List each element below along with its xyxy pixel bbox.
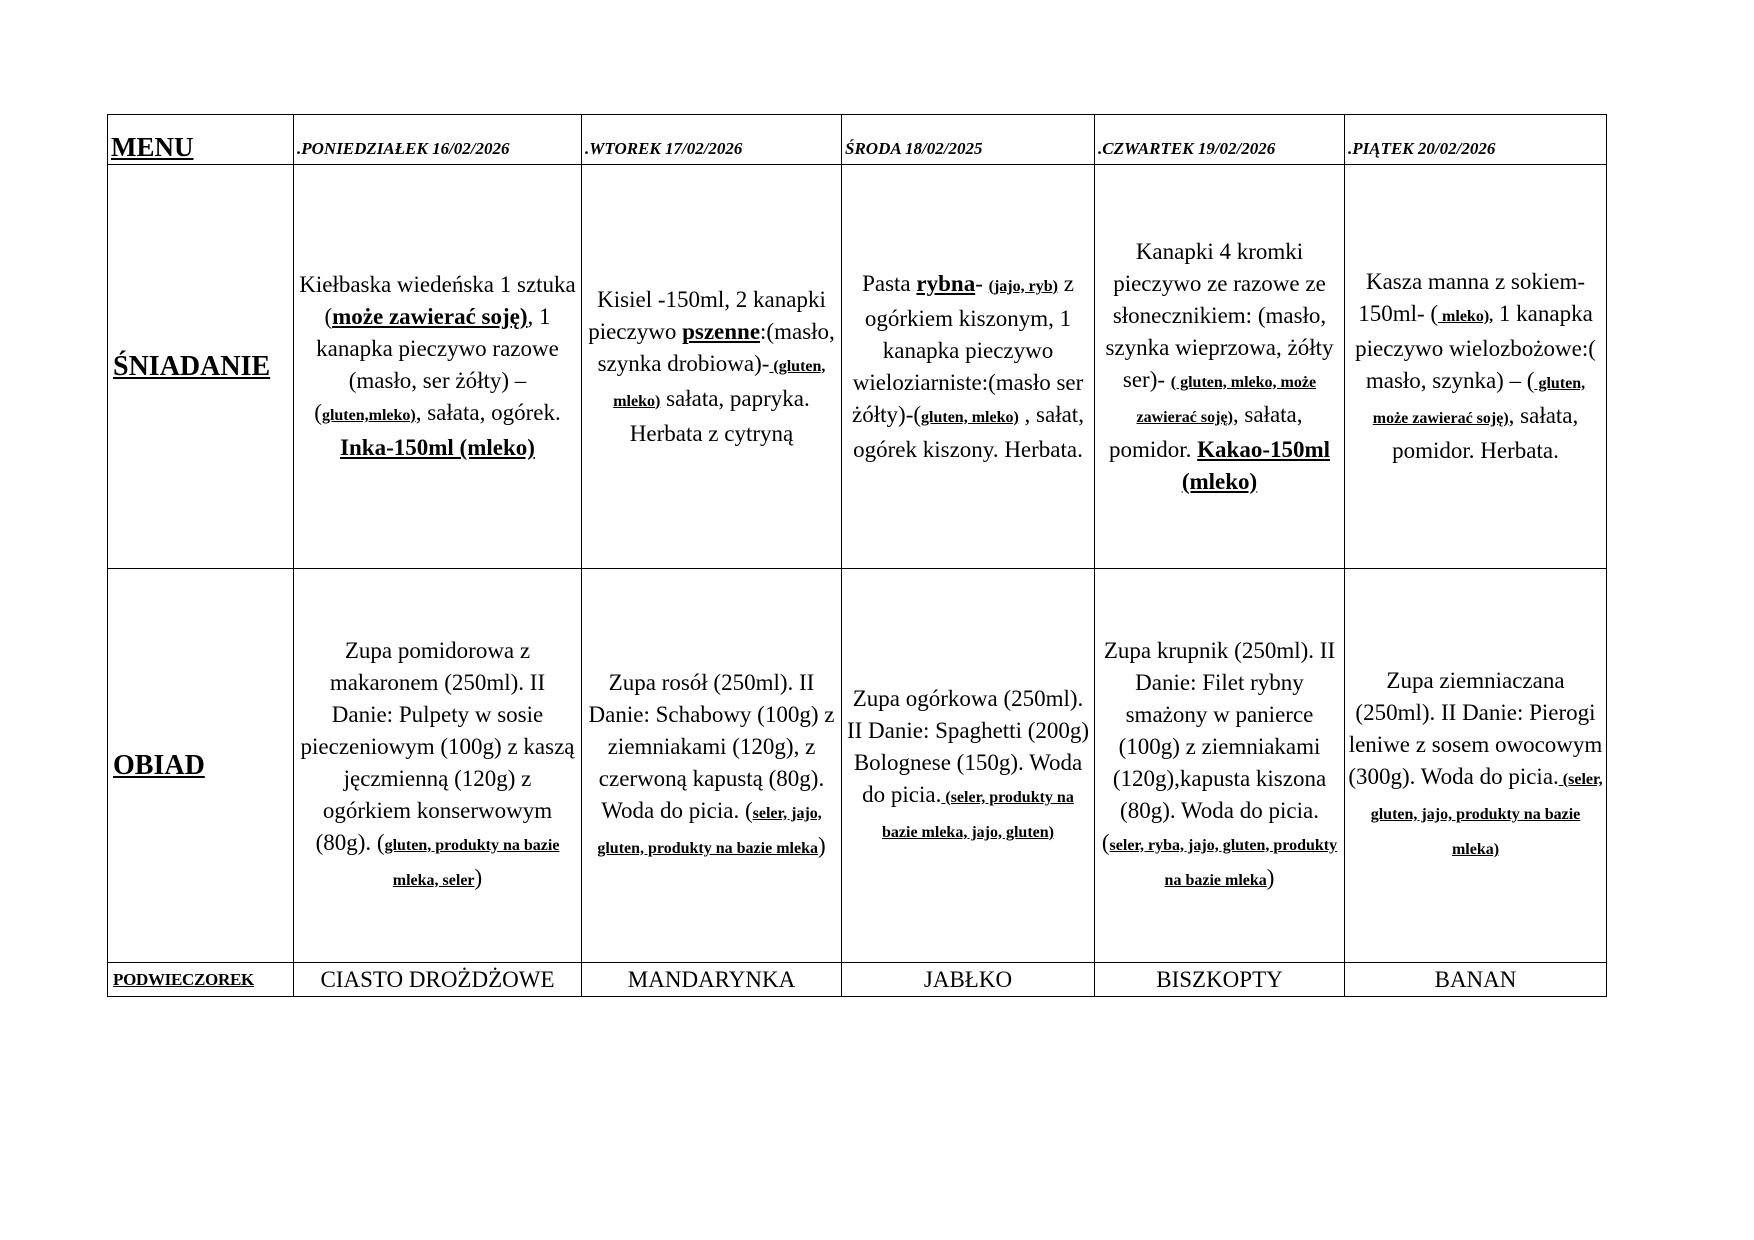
- cell-text: Kanapki 4 kromki pieczywo ze razowe ze słonecznikiem: (masło, szynka wieprzowa, żółty ser)-: [1105, 238, 1334, 392]
- cell-text: , sałata, pomidor.: [1108, 401, 1303, 462]
- lunch-cell-tuesday: [582, 569, 842, 963]
- cell-text: ): [1266, 864, 1275, 890]
- cell-text: , 1 kanapka pieczywo razowe (masło, ser żółty) – (: [314, 304, 559, 425]
- allergen-note: ( gluten, mleko, może zawierać soję): [1136, 373, 1317, 426]
- day-header-tuesday: .WTOREK 17/02/2026: [582, 115, 842, 165]
- lunch-cell-wednesday: [842, 569, 1095, 963]
- snack-cell-tuesday: MANDARYNKA: [582, 963, 842, 997]
- cell-text: Kasza manna z sokiem-150ml- (: [1358, 269, 1586, 326]
- breakfast-cell-wednesday: [842, 165, 1095, 569]
- allergen-note: (seler, gluten, jajo, produkty na bazie mleka): [1370, 771, 1603, 858]
- emphasized-text: może zawierać soję): [332, 304, 528, 329]
- cell-text: , sałata, pomidor. Herbata.: [1392, 403, 1579, 463]
- allergen-note: (jajo, ryb): [988, 277, 1058, 295]
- allergen-note: (gluten, mleko): [613, 357, 826, 410]
- allergen-note: gluten, produkty na bazie mleka, seler: [384, 836, 560, 889]
- emphasized-text: Kakao-150ml (mleko): [1181, 436, 1331, 494]
- row-label-lunch: OBIAD: [108, 569, 294, 963]
- allergen-note: seler, jajo, gluten, produkty na bazie mleka: [597, 804, 822, 857]
- day-header-thursday: .CZWARTEK 19/02/2026: [1095, 115, 1345, 165]
- allergen-note: gluten, może zawierać soję): [1372, 375, 1586, 427]
- menu-table: [107, 114, 1607, 997]
- snack-cell-wednesday: JABŁKO: [842, 963, 1095, 997]
- breakfast-row: [108, 165, 1607, 569]
- row-label-snack: PODWIECZOREK: [108, 963, 294, 997]
- row-label-breakfast: ŚNIADANIE: [108, 165, 294, 569]
- cell-text: -: [975, 270, 989, 296]
- cell-text: :(masło, szynka drobiowa)-: [597, 318, 835, 376]
- header-row: [108, 115, 1607, 165]
- cell-text: Kiełbaska wiedeńska 1 sztuka (: [299, 272, 576, 329]
- cell-text: Zupa rosół (250ml). II Danie: Schabowy (100g) z ziemniakami (120g), z czerwoną kapustą (80g). Woda do picia. (: [588, 669, 835, 823]
- allergen-note: gluten,mleko): [321, 407, 416, 424]
- snack-cell-monday: CIASTO DROŻDŻOWE: [294, 963, 582, 997]
- snack-cell-thursday: BISZKOPTY: [1095, 963, 1345, 997]
- emphasized-text: pszenne: [682, 318, 761, 344]
- allergen-note: gluten, mleko): [921, 408, 1019, 426]
- cell-text: Kisiel -150ml, 2 kanapki pieczywo: [588, 286, 826, 344]
- breakfast-cell-tuesday: [582, 165, 842, 569]
- lunch-row: [108, 569, 1607, 963]
- cell-text: , sałat, ogórek kiszony. Herbata.: [853, 401, 1084, 462]
- allergen-note: mleko),: [1438, 308, 1494, 325]
- allergen-note: (seler, produkty na bazie mleka, jajo, gluten): [882, 788, 1074, 841]
- snack-row: [108, 963, 1607, 997]
- cell-text: , sałata, ogórek.: [415, 400, 561, 425]
- cell-text: z ogórkiem kiszonym, 1 kanapka pieczywo wieloziarniste:(masło ser żółty)-(: [852, 270, 1084, 427]
- lunch-cell-monday: [294, 569, 582, 963]
- cell-text: sałata, papryka. Herbata z cytryną: [629, 385, 810, 446]
- cell-text: 1 kanapka pieczywo wielozbożowe:( masło, szynka) – (: [1355, 301, 1596, 393]
- snack-cell-friday: BANAN: [1345, 963, 1607, 997]
- emphasized-text: rybna: [916, 270, 976, 296]
- lunch-cell-friday: [1345, 569, 1607, 963]
- cell-text: Zupa ogórkowa (250ml). II Danie: Spaghetti (200g) Bolognese (150g). Woda do picia.: [846, 685, 1090, 807]
- breakfast-cell-monday: [294, 165, 582, 569]
- cell-text: ): [817, 832, 826, 858]
- day-header-wednesday: ŚRODA 18/02/2025: [842, 115, 1095, 165]
- allergen-note: seler, ryba, jajo, gluten, produkty na bazie mleka: [1109, 836, 1338, 889]
- menu-title: MENU: [108, 115, 294, 165]
- day-header-monday: .PONIEDZIAŁEK 16/02/2026: [294, 115, 582, 165]
- cell-text: Zupa pomidorowa z makaronem (250ml). II Danie: Pulpety w sosie pieczeniowym (100g) z kaszą jęczmienną (120g) z ogórkiem konserwowym (80g). (: [300, 637, 575, 855]
- breakfast-cell-friday: [1345, 165, 1607, 569]
- cell-text: Zupa ziemniaczana (250ml). II Danie: Pierogi leniwe z sosem owocowym (300g). Woda do picia.: [1348, 668, 1603, 789]
- lunch-cell-thursday: [1095, 569, 1345, 963]
- emphasized-text: Inka-150ml (mleko): [340, 435, 535, 460]
- breakfast-cell-thursday: [1095, 165, 1345, 569]
- cell-text: Zupa krupnik (250ml). II Danie: Filet rybny smażony w panierce (100g) z ziemniakami (120g),kapusta kiszona (80g). Woda do picia. (: [1101, 637, 1336, 855]
- cell-text: ): [474, 864, 483, 890]
- day-header-friday: .PIĄTEK 20/02/2026: [1345, 115, 1607, 165]
- cell-text: Pasta: [862, 270, 917, 296]
